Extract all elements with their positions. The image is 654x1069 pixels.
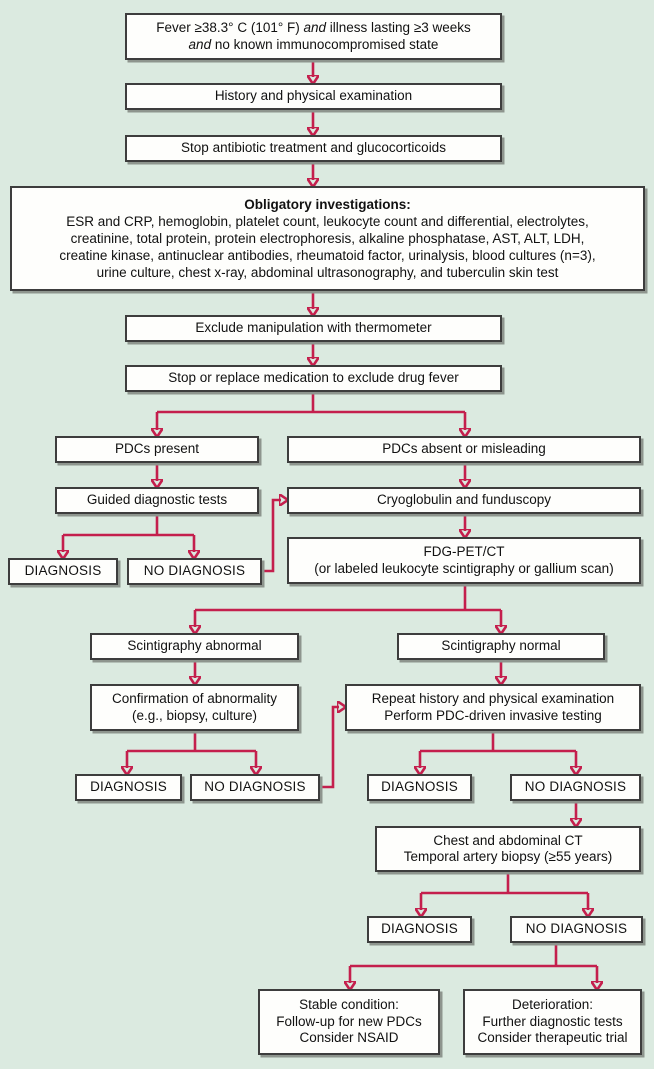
deterioration-line1: Deterioration:	[511, 997, 594, 1013]
node-no-diagnosis-4	[510, 916, 643, 943]
pdcs-present-label: PDCs present	[114, 441, 200, 457]
node-diagnosis-2	[75, 774, 182, 801]
node-stable-condition	[258, 989, 440, 1055]
fdg-pet-line2: (or labeled leukocyte scintigraphy or gallium scan)	[314, 560, 614, 576]
no-diagnosis-2-label: NO DIAGNOSIS	[204, 779, 306, 795]
deterioration-line2: Further diagnostic tests	[482, 1013, 623, 1029]
node-no-diagnosis-2	[190, 774, 320, 801]
diagnosis-1-label: DIAGNOSIS	[24, 563, 102, 579]
node-scintigraphy-abnormal	[90, 633, 299, 660]
fever-criteria-line1: Fever ≥38.3° C (101° F) and illness lasting ≥3 weeks	[156, 20, 471, 35]
node-exclude-manipulation	[125, 315, 502, 342]
repeat-history-line1: Repeat history and physical examination	[371, 691, 615, 706]
stable-condition-line2: Follow-up for new PDCs	[276, 1013, 422, 1029]
stable-condition-line3: Consider NSAID	[299, 1030, 399, 1046]
node-fever-criteria	[125, 13, 502, 60]
node-deterioration	[463, 989, 642, 1055]
node-chest-ct	[375, 826, 641, 872]
obligatory-line2: creatinine, total protein, protein electrophoresis, alkaline phosphatase, AST, ALT, LDH,	[70, 231, 585, 246]
obligatory-title: Obligatory investigations:	[244, 197, 411, 212]
stop-antibiotics-label: Stop antibiotic treatment and glucocorticoids	[181, 140, 446, 156]
fdg-pet-line1: FDG-PET/CT	[423, 544, 505, 559]
scintigraphy-normal-label: Scintigraphy normal	[441, 638, 561, 654]
scintigraphy-abnormal-label: Scintigraphy abnormal	[127, 638, 262, 654]
stop-medication-label: Stop or replace medication to exclude drug fever	[168, 370, 459, 386]
obligatory-line1: ESR and CRP, hemoglobin, platelet count, leukocyte count and differential, electrolytes,	[66, 214, 589, 229]
node-pdcs-present	[55, 436, 259, 463]
node-diagnosis-1	[8, 558, 118, 585]
split-repeat-to-diagnosis	[420, 731, 576, 768]
elbow-no-diagnosis2-to-repeat	[320, 707, 339, 787]
diagnosis-3-label: DIAGNOSIS	[381, 779, 458, 795]
chest-ct-line2: Temporal artery biopsy (≥55 years)	[403, 849, 613, 864]
guided-tests-label: Guided diagnostic tests	[86, 492, 228, 508]
node-obligatory-investigations	[10, 186, 645, 291]
node-guided-tests	[55, 487, 259, 514]
stable-condition-line1: Stable condition:	[299, 997, 399, 1013]
node-cryoglobulin	[287, 487, 641, 514]
no-diagnosis-4-label: NO DIAGNOSIS	[525, 921, 628, 937]
node-history-exam	[125, 83, 502, 110]
node-confirmation	[90, 684, 299, 731]
confirmation-line1: Confirmation of abnormality	[111, 691, 278, 706]
exclude-manipulation-label: Exclude manipulation with thermometer	[195, 320, 432, 336]
no-diagnosis-3-label: NO DIAGNOSIS	[524, 779, 627, 795]
node-fdg-pet	[287, 537, 641, 584]
node-no-diagnosis-1	[127, 558, 262, 585]
history-exam-label: History and physical examination	[214, 88, 413, 104]
split-confirmation-to-diagnosis	[127, 731, 256, 768]
node-repeat-history	[345, 684, 641, 731]
node-no-diagnosis-3	[510, 774, 641, 801]
diagnosis-4-label: DIAGNOSIS	[381, 921, 458, 937]
obligatory-line3: creatine kinase, antinuclear antibodies, rheumatoid factor, urinalysis, blood cultures (n=3),	[59, 248, 596, 263]
node-pdcs-absent	[287, 436, 641, 463]
node-scintigraphy-normal	[397, 633, 605, 660]
node-stop-medication	[125, 365, 502, 392]
chest-ct-line1: Chest and abdominal CT	[433, 832, 583, 848]
confirmation-line2: (e.g., biopsy, culture)	[131, 707, 258, 723]
split-no-diagnosis4-to-outcomes	[350, 943, 597, 983]
split-stop-medication-to-pdcs	[157, 392, 465, 430]
deterioration-line3: Consider therapeutic trial	[477, 1030, 628, 1046]
pdcs-absent-label: PDCs absent or misleading	[382, 441, 546, 457]
obligatory-line4: urine culture, chest x-ray, abdominal ultrasonography, and tuberculin skin test	[96, 265, 559, 280]
diagnosis-2-label: DIAGNOSIS	[90, 779, 167, 795]
elbow-no-diagnosis1-to-cryoglobulin	[262, 500, 281, 571]
node-stop-antibiotics	[125, 135, 502, 162]
split-guided-to-diagnosis	[63, 514, 194, 552]
split-fdg-to-scintigraphy	[195, 584, 501, 627]
cryoglobulin-label: Cryoglobulin and funduscopy	[376, 492, 552, 508]
node-diagnosis-3	[367, 774, 472, 801]
split-chest-ct-to-diagnosis	[421, 872, 588, 910]
repeat-history-line2: Perform PDC-driven invasive testing	[384, 707, 602, 723]
node-diagnosis-4	[367, 916, 472, 943]
fever-criteria-line2: and no known immunocompromised state	[188, 36, 439, 52]
no-diagnosis-1-label: NO DIAGNOSIS	[143, 563, 246, 579]
